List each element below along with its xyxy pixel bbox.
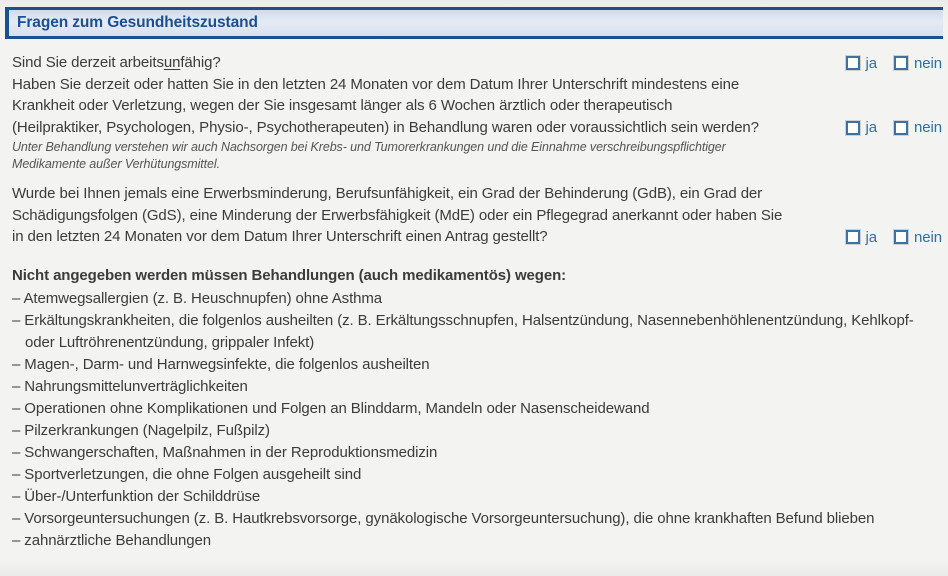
question-3-line-3: in den letzten 24 Monaten vor dem Datum Ihrer Unterschrift einen Antrag gestellt? <box>12 228 548 245</box>
question-2-ja-checkbox[interactable] <box>846 121 860 135</box>
question-1-suffix: fähig? <box>180 54 221 71</box>
exclusion-item: – Magen-, Darm- und Harnwegsinfekte, die folgenlos ausheilten <box>12 355 430 373</box>
exclusion-item: – Schwangerschaften, Maßnahmen in der Reproduktionsmedizin <box>12 443 438 461</box>
exclusion-item: – Atemwegsallergien (z. B. Heuschnupfen) ohne Asthma <box>12 289 383 307</box>
question-2-note-line-2: Medikamente außer Verhütungsmittel. <box>12 156 220 171</box>
content <box>0 52 948 552</box>
exclusions-section <box>12 265 942 552</box>
exclusion-item: – Nahrungsmittelunverträglichkeiten <box>12 377 248 395</box>
question-3-ja-checkbox[interactable] <box>846 230 860 244</box>
exclusions-heading: Nicht angegeben werden müssen Behandlungen (auch medikamentös) wegen: <box>12 266 567 284</box>
question-3-block <box>12 183 942 248</box>
question-2-line-3: (Heilpraktiker, Psychologen, Physio-, Psychotherapeuten) in Behandlung waren oder voraussichtlich sein werden? <box>12 118 759 136</box>
question-1-underlined: un <box>163 54 181 71</box>
question-2-answer-group <box>846 119 942 136</box>
exclusion-item: – Pilzerkrankungen (Nagelpilz, Fußpilz) <box>12 421 270 439</box>
question-1-prefix: Sind Sie derzeit arbeits <box>12 54 164 71</box>
exclusion-item: – Über-/Unterfunktion der Schilddrüse <box>12 487 261 505</box>
question-1-nein-checkbox[interactable] <box>894 56 908 70</box>
question-2-block <box>12 74 942 173</box>
question-3-line-2: Schädigungsfolgen (GdS), eine Minderung der Erwerbsfähigkeit (MdE) oder ein Pflegegrad anerkannt oder haben Sie <box>12 206 783 224</box>
question-2-text <box>12 74 759 139</box>
question-2-line-1: Haben Sie derzeit oder hatten Sie in den letzten 24 Monaten vor dem Datum Ihrer Unterschrift mindestens eine <box>12 75 740 93</box>
exclusion-item: – Operationen ohne Komplikationen und Folgen an Blinddarm, Mandeln oder Nasenscheidewand <box>12 399 650 417</box>
question-2-nein-checkbox[interactable] <box>894 121 908 135</box>
question-2-note-line-1: Unter Behandlung verstehen wir auch Nachsorgen bei Krebs- und Tumorerkrankungen und die Einnahme verschreibungspflichtiger <box>12 140 726 154</box>
question-3-answer-group <box>846 229 942 246</box>
question-1-text <box>12 52 221 74</box>
question-1-nein-label: nein <box>914 54 942 72</box>
section-header <box>5 7 943 39</box>
question-2-ja-label: ja <box>865 119 878 136</box>
question-3-text <box>12 183 782 248</box>
question-3-line-1: Wurde bei Ihnen jemals eine Erwerbsminderung, Berufsunfähigkeit, ein Grad der Behinderung (GdB), ein Grad der <box>12 185 763 202</box>
question-2-nein-label: nein <box>914 119 942 136</box>
question-1-ja-checkbox[interactable] <box>846 56 860 70</box>
question-1-block <box>12 52 942 74</box>
question-3-ja-label: ja <box>865 228 878 246</box>
exclusion-item: – zahnärztliche Behandlungen <box>12 531 212 549</box>
question-2-note <box>12 139 942 172</box>
question-2-line-2: Krankheit oder Verletzung, wegen der Sie insgesamt länger als 6 Wochen ärztlich oder therapeutisch <box>12 97 673 114</box>
question-3-nein-checkbox[interactable] <box>894 230 908 244</box>
question-1-ja-label: ja <box>865 54 878 72</box>
exclusion-item: – Sportverletzungen, die ohne Folgen ausgeheilt sind <box>12 465 362 483</box>
section-title: Fragen zum Gesundheitszustand <box>17 14 258 31</box>
exclusion-item: – Vorsorgeuntersuchungen (z. B. Hautkrebsvorsorge, gynäkologische Vorsorgeuntersuchung), die ohne krankhaften Befund blieben <box>12 509 875 527</box>
exclusions-list <box>12 288 937 552</box>
exclusion-item: – Erkältungskrankheiten, die folgenlos ausheilten (z. B. Erkältungsschnupfen, Halsentzündung, Nasennebenhöhlenentzündung, Kehlkopf- oder Luftröhrenentzündung, grippaler Infekt) <box>12 311 914 351</box>
question-3-nein-label: nein <box>914 228 942 246</box>
question-1-answer-group <box>846 55 942 72</box>
section-header-band <box>5 10 943 39</box>
